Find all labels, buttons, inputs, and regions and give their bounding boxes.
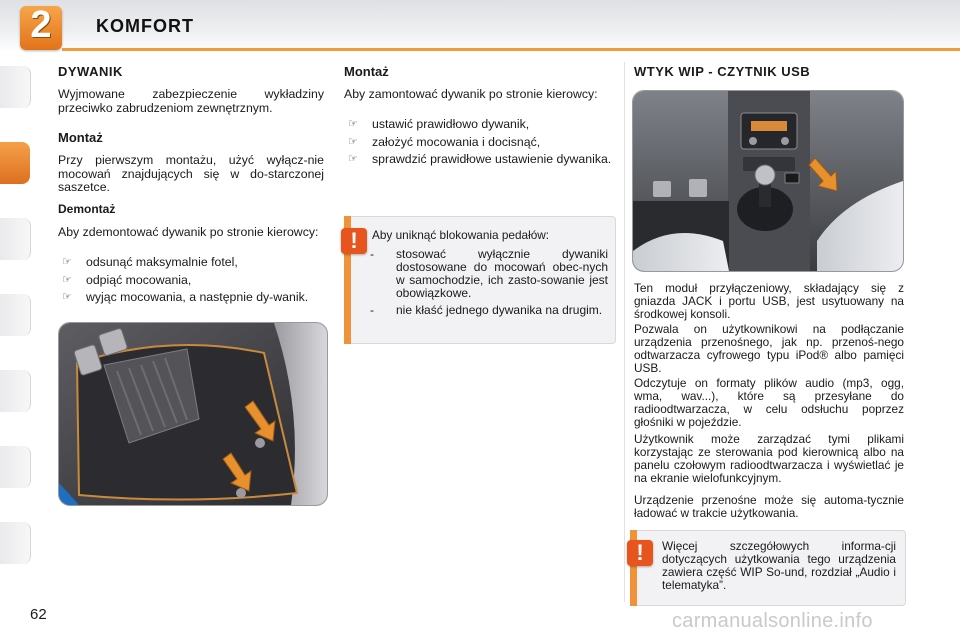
list-item: ☞ wyjąc mocowania, a następnie dy-wanik. [58,291,324,305]
chapter-title: KOMFORT [96,16,194,36]
list-item: ☞ odsunąć maksymalnie fotel, [58,256,324,270]
list-item: - stosować wyłącznie dywaniki dostosowane do mocowań obec-nych w samochodzie, ich zasto-sowanie jest obowiązkowe. [366,248,608,300]
column-divider [624,62,625,602]
dismount-intro: Aby zdemontować dywanik po stronie kierowcy: [58,225,319,239]
mount-intro: Aby zamontować dywanik po stronie kierowcy: [344,87,598,101]
floor-mat-illustration [59,323,327,505]
section-heading-usb: WTYK WIP - CZYTNIK USB [634,64,811,79]
header-underline [62,48,960,51]
list-item: ☞ odpiąć mocowania, [58,274,324,288]
dismount-steps [58,256,324,309]
sidebar-tab-3[interactable] [0,218,31,260]
list-item: - nie kłaść jednego dywanika na drugim. [366,304,608,317]
sidebar-tab-6[interactable] [0,446,31,488]
console-illustration [633,91,903,271]
usb-paragraph-1: Ten moduł przyłączeniowy, składający się z gniazda JACK i portu USB, jest usytuowany na środkowej konsoli. [634,281,904,321]
sidebar-tab-5[interactable] [0,370,31,412]
usb-paragraph-2: Pozwala on użytkownikowi na podłączanie urządzenia przenośnego, jak np. przenoś-nego odtwarzacza cyfrowego typu iPod® albo pamięci USB. [634,322,904,375]
mount-text: Przy pierwszym montażu, użyć wyłącz-nie mocowań znajdujących się w do-starczonej saszetce. [58,153,324,194]
sidebar-tab-2-active[interactable] [0,142,30,184]
usb-warning-text: Więcej szczegółowych informa-cji dotyczących użytkowania tego urządzenia zawiera część WIP So-und, rozdział „Audio i telematyka”. [662,539,896,592]
usb-paragraph-4: Użytkownik może zarządzać tymi plikami korzystając ze sterowania pod kierownicą albo na panelu czołowym radioodtwarzacza i wyświetlać je na ekranie wielofunkcyjnym. [634,432,904,485]
chapter-number: 2 [30,4,52,46]
dismount-heading: Demontaż [58,202,116,216]
mount-steps [344,118,614,171]
warning-icon: ! [627,540,653,566]
list-item: ☞ ustawić prawidłowo dywanik, [344,118,614,132]
console-photo [632,90,904,272]
warning-list [366,248,608,321]
page-number: 62 [30,606,47,623]
usb-paragraph-3: Odczytuje on formaty plików audio (mp3, ogg, wma, wav...), które są przesyłane do radioodtwarzacza, w celu odsłuchu poprzez głośniki w pojeździe. [634,376,904,429]
warning-icon: ! [341,228,367,254]
watermark: carmanualsonline.info [672,610,873,632]
section-heading-dywanik: DYWANIK [58,64,123,79]
list-item: ☞ założyć mocowania i docisnąć, [344,136,614,150]
list-item: ☞ sprawdzić prawidłowe ustawienie dywanika. [344,153,614,167]
floor-mat-photo [58,322,328,506]
sidebar-tab-4[interactable] [0,294,31,336]
mount-heading-left: Montaż [58,130,103,145]
sidebar-tab-1[interactable] [0,66,31,108]
chapter-sidebar [0,60,32,580]
mount-heading-middle: Montaż [344,64,389,79]
warning-title: Aby uniknąć blokowania pedałów: [372,228,550,242]
sidebar-tab-7[interactable] [0,522,31,564]
intro-text: Wyjmowane zabezpieczenie wykładziny przeciwko zabrudzeniom zewnętrznym. [58,87,324,115]
usb-paragraph-5: Urządzenie przenośne może się automa-tycznie ładować w trakcie użytkowania. [634,493,904,520]
